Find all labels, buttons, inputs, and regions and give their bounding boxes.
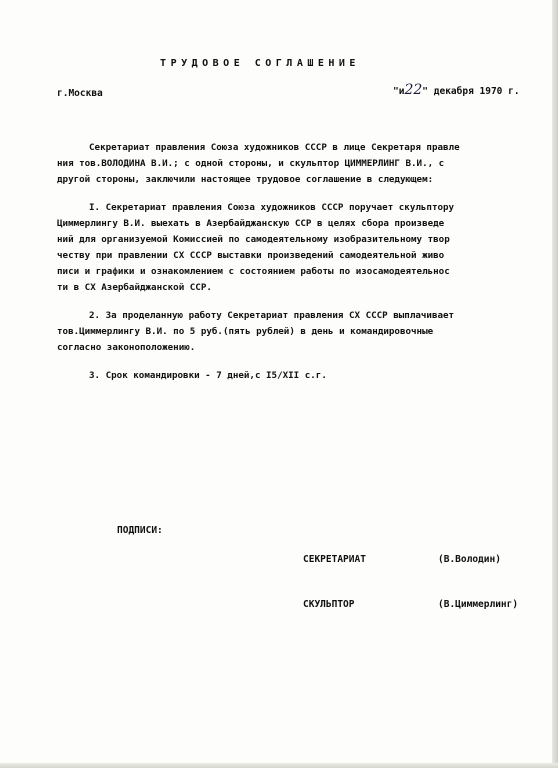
clause-1-line: ти в СХ Азербайджанской ССР.	[57, 282, 212, 293]
signature-role-secretariat: СЕКРЕТАРИАТ	[303, 554, 366, 565]
date-close-quote: "	[422, 86, 429, 97]
document-body	[57, 140, 547, 384]
clause-1-line: честву при правлении СХ СССР выставки произведений самодеятельной живо	[57, 250, 445, 261]
date-prefix: и	[398, 86, 405, 97]
document-title: ТРУДОВОЕ СОГЛАШЕНИЕ	[160, 58, 360, 69]
body-line: ния тов.ВОЛОДИНА В.И.; с одной стороны, и скульптор ЦИММЕРЛИНГ В.И., с	[57, 158, 445, 169]
signature-name-zimmerling: (В.Циммерлинг)	[438, 599, 519, 610]
signature-name-volodin: (В.Володин)	[438, 554, 501, 565]
clause-1-line: I. Секретариат правления Союза художников СССР поручает скульптору	[89, 202, 455, 213]
clause-1-line: писи и графики и ознакомлением с состоянием работы по изосамодеятельнос	[57, 266, 450, 277]
clause-2-line: тов.Циммерлингу В.И. по 5 руб.(пять рублей) в день и командировочные	[57, 326, 434, 337]
page-bottom-shadow	[0, 763, 558, 768]
date-open-quote: "	[393, 86, 399, 97]
clause-1-line: ний для организуемой Комиссией по самодеятельному изобразительному твор	[57, 234, 450, 245]
clause-1-line: Циммерлингу В.И. выехать в Азербайджанскую ССР в целях сбора произведе	[57, 218, 445, 229]
date-month-year: декабря 1970 г.	[428, 86, 520, 97]
signatures-label: ПОДПИСИ:	[117, 525, 163, 536]
clause-2-line: 2. За проделанную работу Секретариат правления СХ СССР выплачивает	[89, 310, 455, 321]
page-edge-shadow	[552, 0, 558, 768]
document-city: г.Москва	[57, 88, 103, 99]
document-date	[393, 84, 520, 98]
signature-role-sculptor: СКУЛЬПТОР	[303, 599, 355, 610]
clause-3-line: 3. Срок командировки - 7 дней,с I5/XII с.г.	[89, 370, 327, 381]
date-day-handwritten: 22	[404, 82, 423, 98]
body-line: Секретариат правления Союза художников СССР в лице Секретаря правле	[89, 142, 460, 153]
clause-2-line: согласно законоположению.	[57, 342, 196, 353]
body-line: другой стороны, заключили настоящее трудовое соглашение в следующем:	[57, 174, 434, 185]
